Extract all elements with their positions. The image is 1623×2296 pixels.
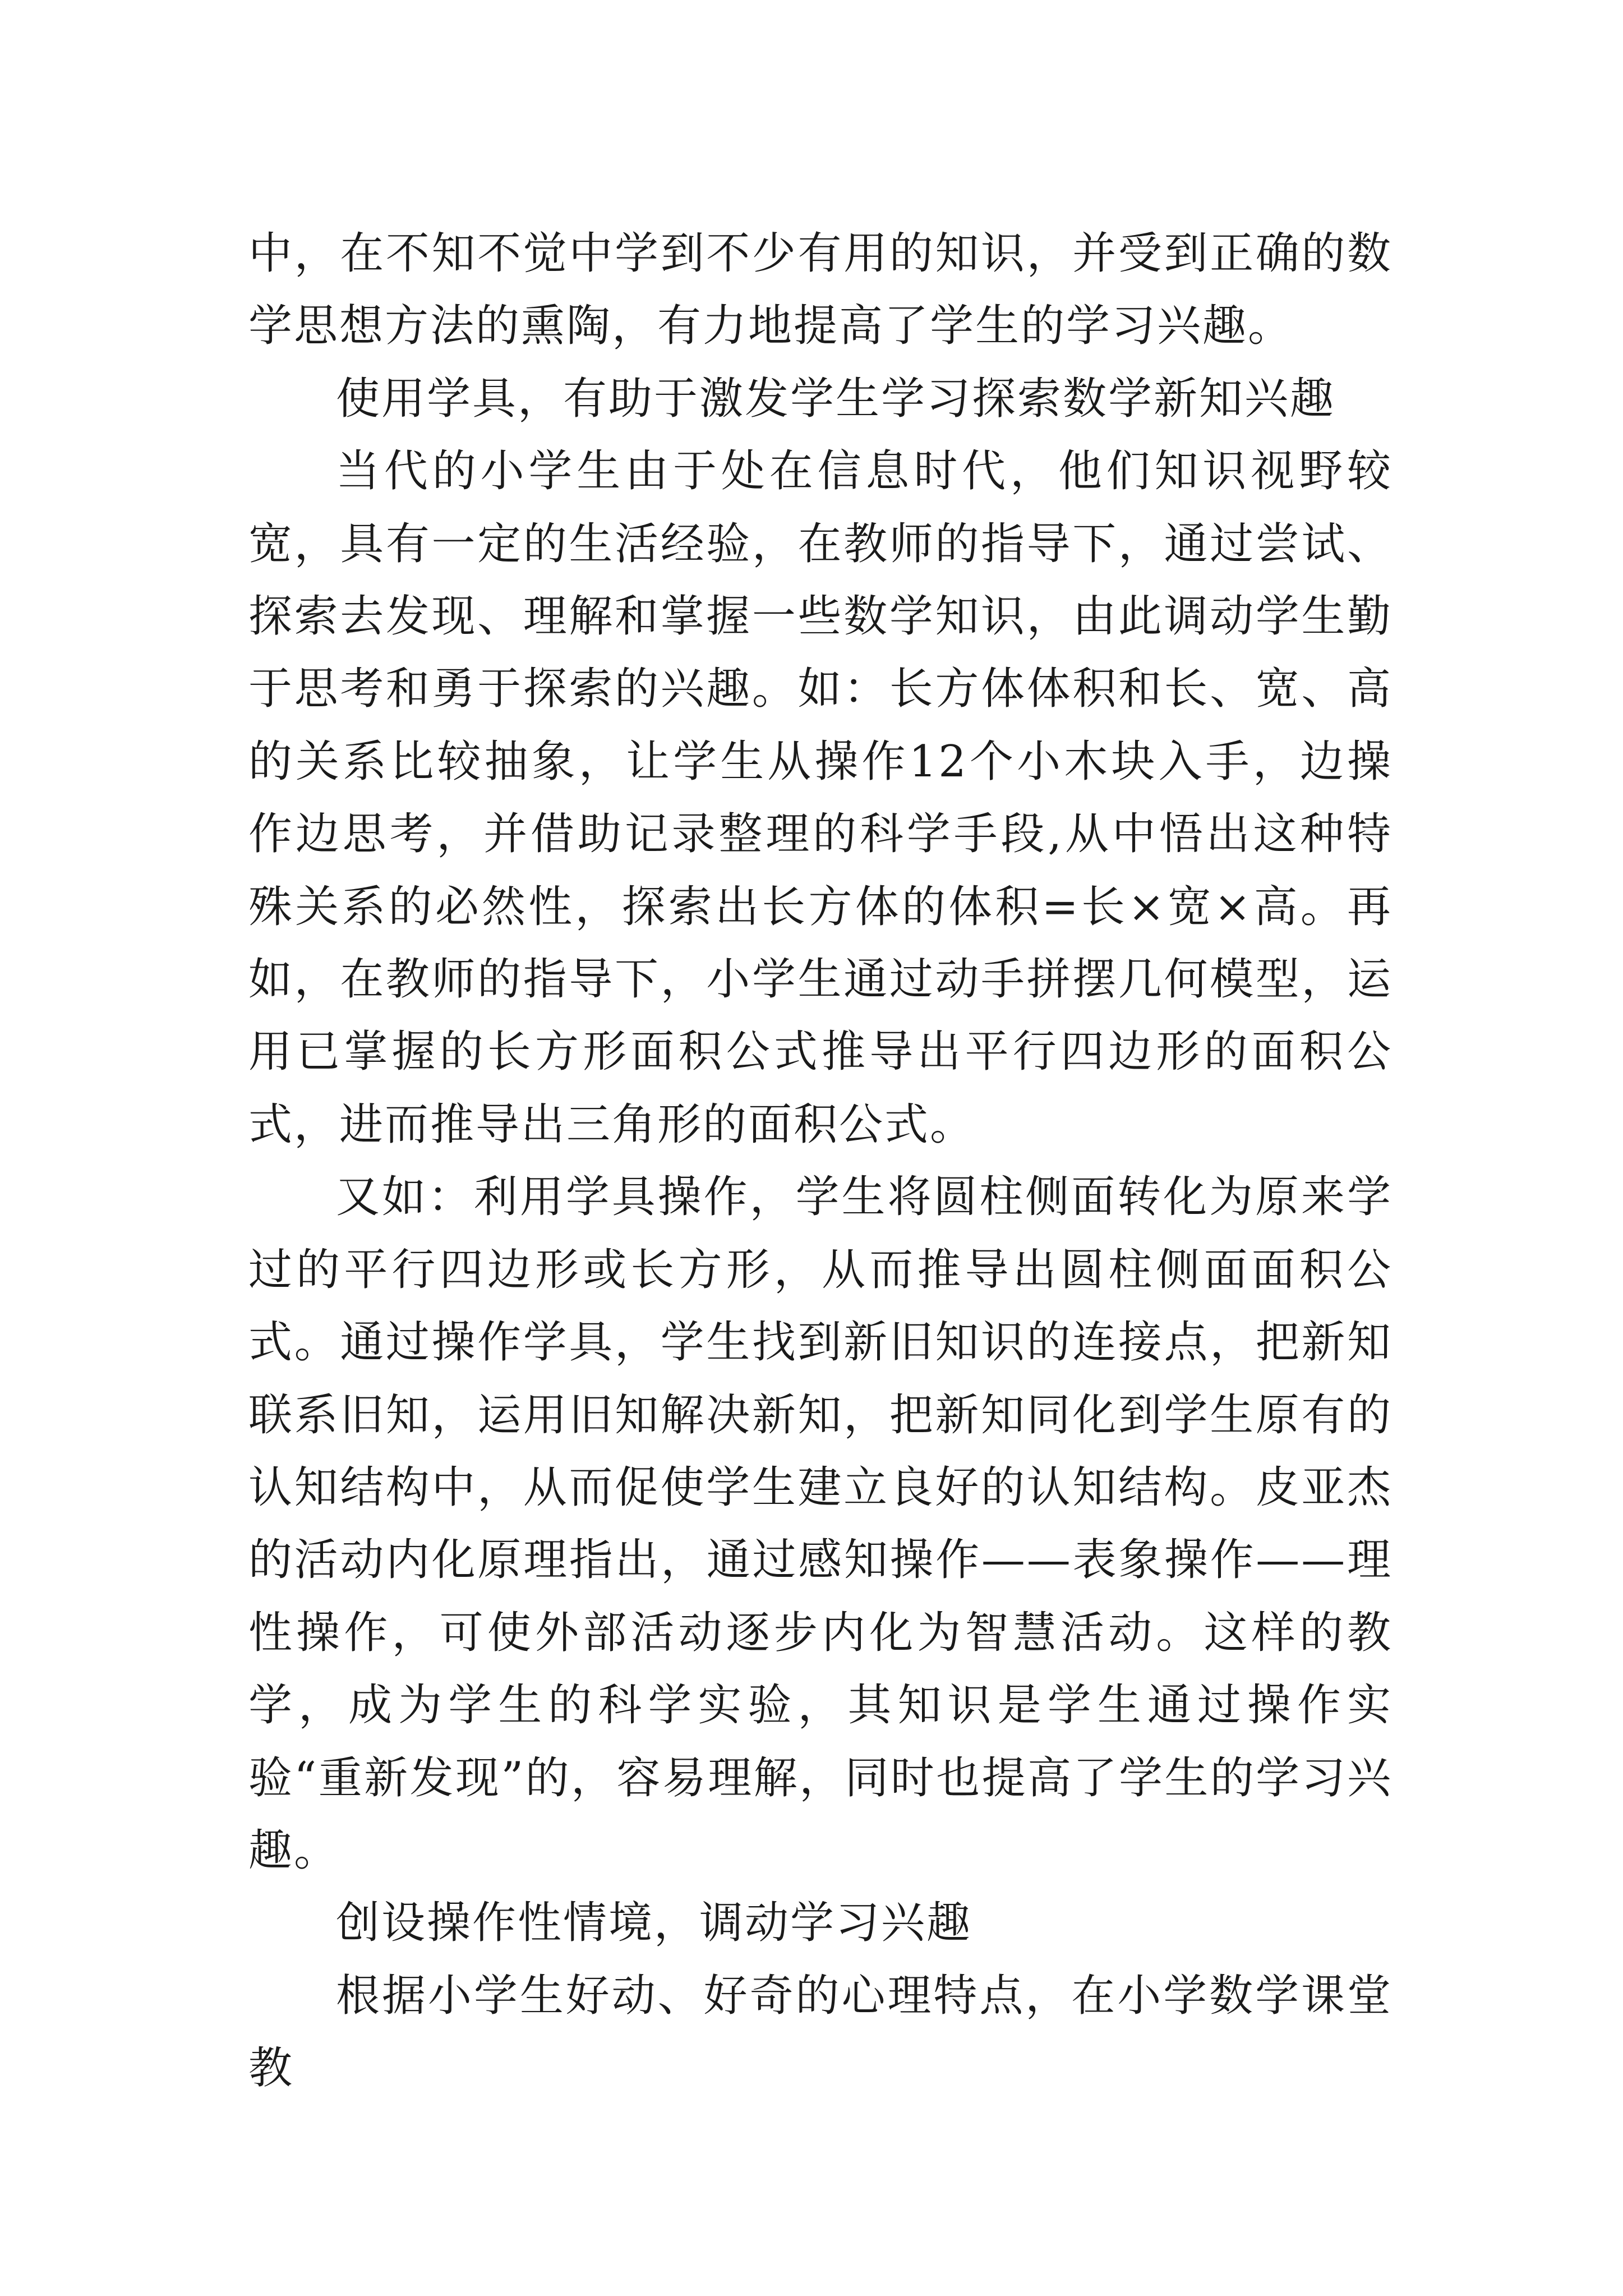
paragraph-curiosity: 根据小学生好动、好奇的心理特点，在小学数学课堂教	[248, 1970, 1393, 2094]
document-body	[248, 218, 1393, 2105]
paragraph-cuboid-volume: 当代的小学生由于处在信息时代，他们知识视野较宽，具有一定的生活经验，在教师的指导下，通过尝试、探索去发现、理解和掌握一些数学知识，由此调动学生勤于思考和勇于探索的兴趣。如：长方体体积和长、宽、高的关系比较抽象，让学生从操作12个小木块入手，边操作边思考，并借助记录整理的科学手段,从中悟出这种特殊关系的必然性，探索出长方体的体积=长×宽×高。再如，在教师的指导下，小学生通过动手拼摆几何模型，运用已掌握的长方形面积公式推导出平行四边形的面积公式，进而推导出三角形的面积公式。	[248, 446, 1393, 1150]
section-heading-operational-context: 创设操作性情境，调动学习兴趣	[336, 1898, 972, 1949]
paragraph-continuation: 中，在不知不觉中学到不少有用的知识，并受到正确的数学思想方法的熏陶，有力地提高了学生的学习兴趣。	[248, 228, 1393, 352]
paragraph-cylinder-area: 又如：利用学具操作，学生将圆柱侧面转化为原来学过的平行四边形或长方形，从而推导出圆柱侧面面积公式。通过操作学具，学生找到新旧知识的连接点，把新知联系旧知，运用旧知解决新知，把新知同化到学生原有的认知结构中，从而促使学生建立良好的认知结构。皮亚杰的活动内化原理指出，通过感知操作——表象操作——理性操作，可使外部活动逐步内化为智慧活动。这样的教学，成为学生的科学实验，其知识是学生通过操作实验“重新发现”的，容易理解，同时也提高了学生的学习兴趣。	[248, 1172, 1393, 1876]
section-heading-learning-tools: 使用学具，有助于激发学生学习探索数学新知兴趣	[336, 373, 1336, 424]
